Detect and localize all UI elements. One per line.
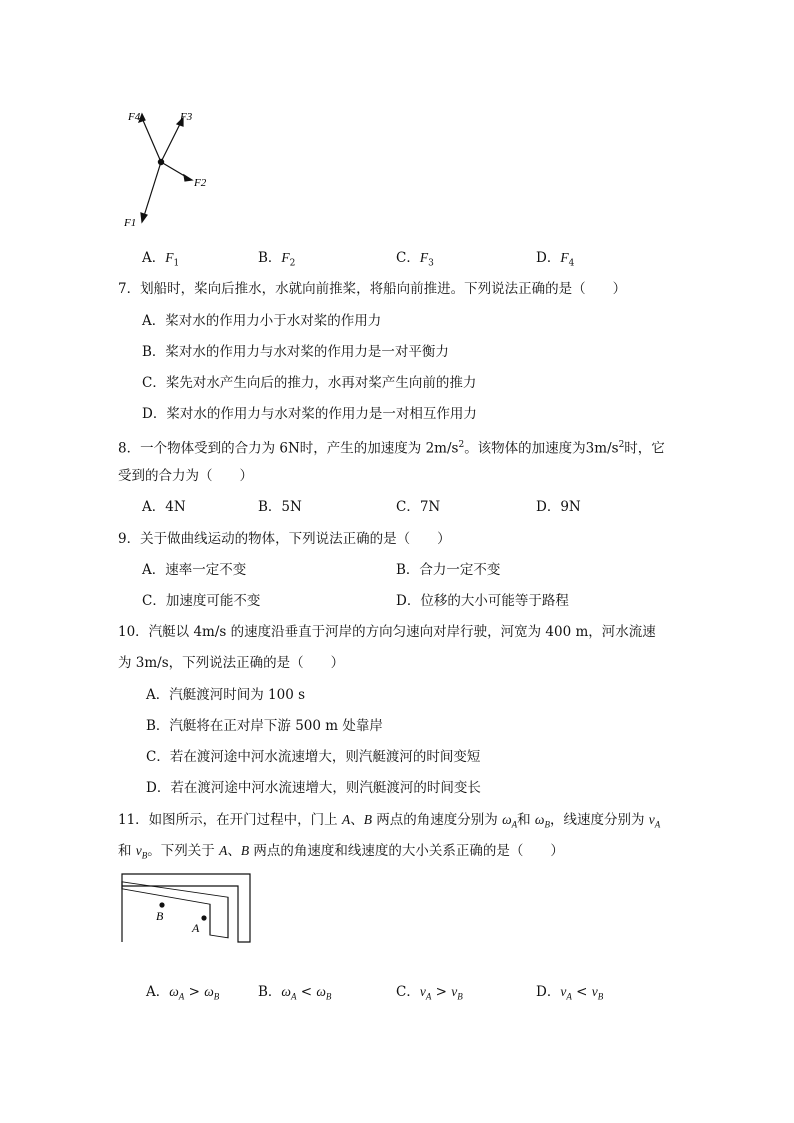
q7-option-d[interactable]: D．桨对水的作用力与水对桨的作用力是一对相互作用力 — [142, 406, 477, 422]
q6-option-d[interactable]: D．$F_4$ — [536, 250, 575, 269]
q9-option-b[interactable]: B．合力一定不变 — [396, 562, 501, 578]
q11-stem-line1: 11．如图所示，在开门过程中，门上 A、B 两点的角速度分别为 $\omega_A$和 $\omega_B$，线速度分别为 $v_A$ — [118, 812, 661, 830]
q11-option-a[interactable]: A．$\omega_A > \omega_B$ — [146, 984, 220, 1002]
q9-stem: 9．关于做曲线运动的物体，下列说法正确的是（ ） — [118, 531, 451, 547]
force-label-f2: F2 — [194, 177, 207, 189]
q8-option-c[interactable]: C．7N — [396, 499, 441, 515]
q7-option-c[interactable]: C．桨先对水产生向后的推力，水再对桨产生向前的推力 — [142, 375, 477, 391]
q7-option-a[interactable]: A．桨对水的作用力小于水对桨的作用力 — [142, 313, 382, 329]
q11-option-d[interactable]: D．$v_A < v_B$ — [536, 984, 604, 1002]
q6-option-a[interactable]: A．$F_1$ — [142, 250, 180, 269]
q9-option-a[interactable]: A．速率一定不变 — [142, 562, 247, 578]
door-label-a: A — [192, 921, 200, 935]
force-diagram — [120, 100, 220, 240]
q10-option-a[interactable]: A．汽艇渡河时间为 100 s — [146, 687, 306, 703]
q6-option-c[interactable]: C．$F_3$ — [396, 250, 434, 269]
q11-stem-line2: 和 $v_B$。下列关于 A、B 两点的角速度和线速度的大小关系正确的是（ ） — [118, 843, 564, 861]
door-diagram — [120, 872, 260, 952]
q9-option-d[interactable]: D．位移的大小可能等于路程 — [396, 593, 569, 609]
q8-stem-line2: 受到的合力为（ ） — [118, 468, 253, 484]
q8-option-d[interactable]: D．9N — [536, 499, 581, 515]
q10-option-c[interactable]: C．若在渡河途中河水流速增大，则汽艇渡河的时间变短 — [146, 749, 481, 765]
q10-stem-line2: 为 3m/s，下列说法正确的是（ ） — [118, 655, 345, 671]
q11-option-c[interactable]: C．$v_A > v_B$ — [396, 984, 463, 1002]
force-label-f3: F3 — [180, 111, 193, 123]
q6-option-b[interactable]: B．$F_2$ — [258, 250, 296, 269]
q11-option-b[interactable]: B．$\omega_A < \omega_B$ — [258, 984, 332, 1002]
force-label-f4: F4 — [128, 111, 141, 123]
q10-option-d[interactable]: D．若在渡河途中河水流速增大，则汽艇渡河的时间变长 — [146, 780, 481, 796]
q7-stem: 7．划船时，桨向后推水，水就向前推桨，将船向前推进。下列说法正确的是（ ） — [118, 281, 627, 297]
force-label-f1: F1 — [124, 217, 137, 229]
q10-stem-line1: 10．汽艇以 4m/s 的速度沿垂直于河岸的方向匀速向对岸行驶，河宽为 400 m，河水流速 — [118, 624, 656, 640]
q10-option-b[interactable]: B．汽艇将在正对岸下游 500 m 处靠岸 — [146, 718, 383, 734]
q8-stem: 8．一个物体受到的合力为 6N时，产生的加速度为 $2m/s^2$。该物体的加速度为$3m/s^2$时，它 — [118, 440, 665, 457]
q8-option-b[interactable]: B．5N — [258, 499, 302, 515]
q7-option-b[interactable]: B．桨对水的作用力与水对桨的作用力是一对平衡力 — [142, 344, 449, 360]
door-label-b: B — [156, 909, 164, 923]
q9-option-c[interactable]: C．加速度可能不变 — [142, 593, 261, 609]
q8-option-a[interactable]: A．4N — [142, 499, 186, 515]
